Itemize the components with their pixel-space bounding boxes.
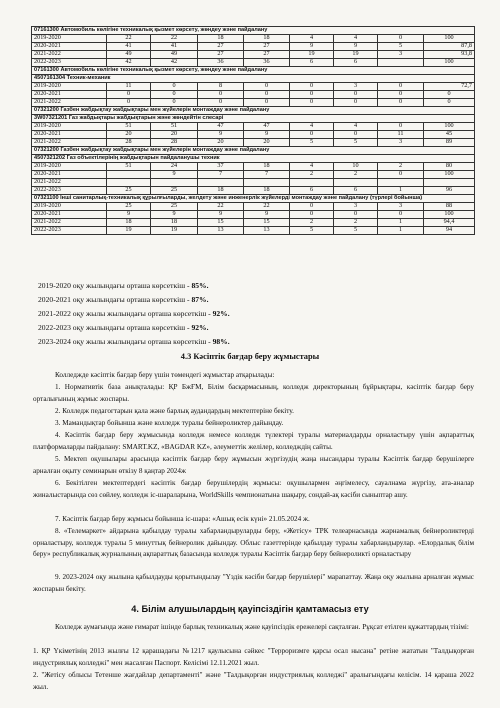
table-row: 2021-2022 0 0 0 0 0 0 0 0	[32, 99, 475, 107]
table-2-subtitle: 4507161304 Техник-механик	[32, 75, 475, 83]
section-4-3-heading: 4.3 Кәсіптік бағдар беру жұмыстары	[180, 352, 320, 361]
table-row: 2019-2020 25 25 22 22 0 3 3 88	[32, 203, 475, 211]
average-2021-2022: 2021-2022 оқу жылы жылындағы орташа көрсеткіш - 92%.	[38, 309, 230, 318]
section-4-3-item-5: 5. Мектеп оқушылары арасында кәсіптік бағдар беру жұмысын жүргізудің жаңа нысандары туралы Кәсіптік бағдар берушілерге арналған оқыту семинарын өткізу 8 қаңтар 2024ж	[33, 455, 474, 475]
results-table-1	[31, 26, 475, 235]
table-row: 2021-2022 18 18 15 15 2 2 1 94,4	[32, 219, 475, 227]
table-row: 2020-2021 9 7 7 2 2 0 100	[32, 171, 475, 179]
table-row: 2022-2023 25 25 18 18 6 6 1 96	[32, 187, 475, 195]
table-row: 2022-2023 19 19 13 13 5 5 1 94	[32, 227, 475, 235]
table-5-title: 07321100 Інші санитарлық-техникалық құрылғыларды, желдету және инженерлік жүйелерді монтаждау және пайдалану (түрлері бойынша)	[32, 195, 475, 203]
table-row: 2021-2022	[32, 179, 475, 187]
section-4-3-item-3: 3. Мамандықтар бойынша және колледж туралы бейнероликтер дайындау.	[55, 419, 284, 427]
table-row: 2020-2021 9 9 9 9 0 0 0 100	[32, 211, 475, 219]
average-2023-2024: 2023-2024 оқу жылы жылындағы орташа көрсеткіш - 98%.	[38, 337, 230, 346]
table-row: 2022-2023 42 42 36 36 6 6 100	[32, 59, 475, 67]
section-4-3-item-4: 4. Кәсіптік бағдар беру жұмысында колледж немесе колледж түлектері туралы материалдарды орналастыру үшін ақпараттық платформаларды пайдалану: SMART.KZ, «BAGDAR KZ», әлеуметтік желілер, колледждің сайты.	[33, 431, 474, 451]
average-2019-2020: 2019-2020 оқу жылындағы орташа көрсеткіш - 85%.	[38, 281, 209, 290]
table-row: 2020-2021 41 41 27 27 9 9 5 87,8	[32, 43, 475, 51]
table-4-subtitle: 4507321202 Газ объектілерінің жабдықтарын пайдаланушы техник	[32, 155, 475, 163]
table-row: 2019-2020 11 0 8 0 0 3 0 72,7	[32, 83, 475, 91]
section-4-3-item-9: 9. 2023-2024 оқу жылына қабылдауды қорытындылау "Үздік кәсіби бағдар берушілері" марапаттау. Жаңа оқу жылына арналған жұмыс жоспарын бекіту.	[33, 573, 474, 593]
section-4-3-item-8: 8. «Телемаркет» айдарына қабылдау туралы хабарландыруларды беру, «Жетісу» ТРК телеарнасында жарнамалық бейнероликтерді орналастыру, колледж туралы 5 минуттық бейнеролик дайындау. Облыс газеттерінде қабылдау туралы хабарландырулар. «Елордалық білім беру» республикалық журналының ақпараттық базасында колледж туралы Кәсіптік бағдар беру бейнероликті орналастыру	[33, 527, 474, 559]
table-row: 2021-2022 49 49 27 27 19 19 3 93,8	[32, 51, 475, 59]
section-4-intro: Колледж аумағында және ғимарат ішінде барлық техникалық және қауіпсіздік ережелері сақталған. Рұқсат етілген құжаттардың тізімі:	[55, 623, 469, 631]
table-3-subtitle: 3W07321201 Газ жабдықтары жабдықтарын және жөндейтін слесарі	[32, 115, 475, 123]
section-4-3-item-7: 7. Кәсіптік бағдар беру жұмысы бойынша іс-шара: «Ашық есік күні» 21.05.2024 ж.	[55, 515, 310, 523]
table-4-title: 07321200 Газбен жабдықтау жабдықтары мен жүйелерін монтаждау және пайдалану	[32, 147, 475, 155]
table-row: 2019-2020 22 22 18 18 4 4 0 100	[32, 35, 475, 43]
section-4-3-item-6: 6. Бекітілген мектептердегі кәсіптік бағдар берушілердің жұмысы: оқушылармен әңгімелесу, сауалнама жүргізу, ата-аналар жиналыстарында сөз сөйлеу, колледж іс-шараларына, WorldSkills чемпионатына шақыру, сондай-ақ кәсіби сыныптар ашу.	[33, 479, 474, 499]
average-2020-2021: 2020-2021 оқу жылындағы орташа көрсеткіш - 87%.	[38, 295, 209, 304]
average-2022-2023: 2022-2023 оқу жылындағы орташа көрсеткіш - 92%.	[38, 323, 209, 332]
section-4-item-1: 1. ҚР Үкіметінің 2013 жылғы 12 қарашадағы №1217 қаулысына сәйкес "Терроризмге қарсы осал нысана" ретіне жататын "Талдықорған индустриялық колледжі" мен жасалған Паспорт. Келісімі 12.11.2021 жыл.	[33, 647, 474, 667]
table-1-title: 07161300 Автомобиль көлігіне техникалық қызмет көрсету, жөндеу және пайдалану	[32, 27, 475, 35]
table-row: 2020-2021 20 20 9 9 0 0 11 45	[32, 131, 475, 139]
section-4-item-2: 2. "Жетісу облысы Тетенше жағдайлар департаменті" және "Талдықорған индустриялық колледжі" аралығындағы келісім. 14 қараша 2022 жыл.	[33, 671, 474, 691]
table-2-title: 07161300 Автомобиль көлігіне техникалық қызмет көрсету, жөндеу және пайдалану	[32, 67, 475, 75]
section-4-heading: 4. Білім алушылардың қауіпсіздігін қамтамасыз ету	[131, 604, 369, 614]
table-row: 2019-2020 51 24 37 18 4 10 2 80	[32, 163, 475, 171]
table-3-title: 07321200 Газбен жабдықтау жабдықтары мен жүйелерін монтаждау және пайдалану	[32, 107, 475, 115]
table-row: 2019-2020 51 51 47 47 4 4 0 100	[32, 123, 475, 131]
table-row: 2020-2021 0 0 0 0 0 0 0 0	[32, 91, 475, 99]
section-4-3-item-2: 2. Колледж педагогтарын қала және барлық аудандардың мектептеріне бекіту.	[55, 407, 294, 415]
table-row: 2021-2022 28 28 20 20 5 5 3 89	[32, 139, 475, 147]
section-4-3-item-1: 1. Нормативтік база анықталады: ҚР БжҒМ, Білім басқармасының, колледж директорының бұйрықтары, кәсіптік бағдар беру орталығының жұмыс жоспары.	[33, 383, 474, 403]
section-4-3-intro: Колледжде кәсіптік бағдар беру үшін төмендегі жұмыстар атқарылады:	[55, 371, 275, 379]
